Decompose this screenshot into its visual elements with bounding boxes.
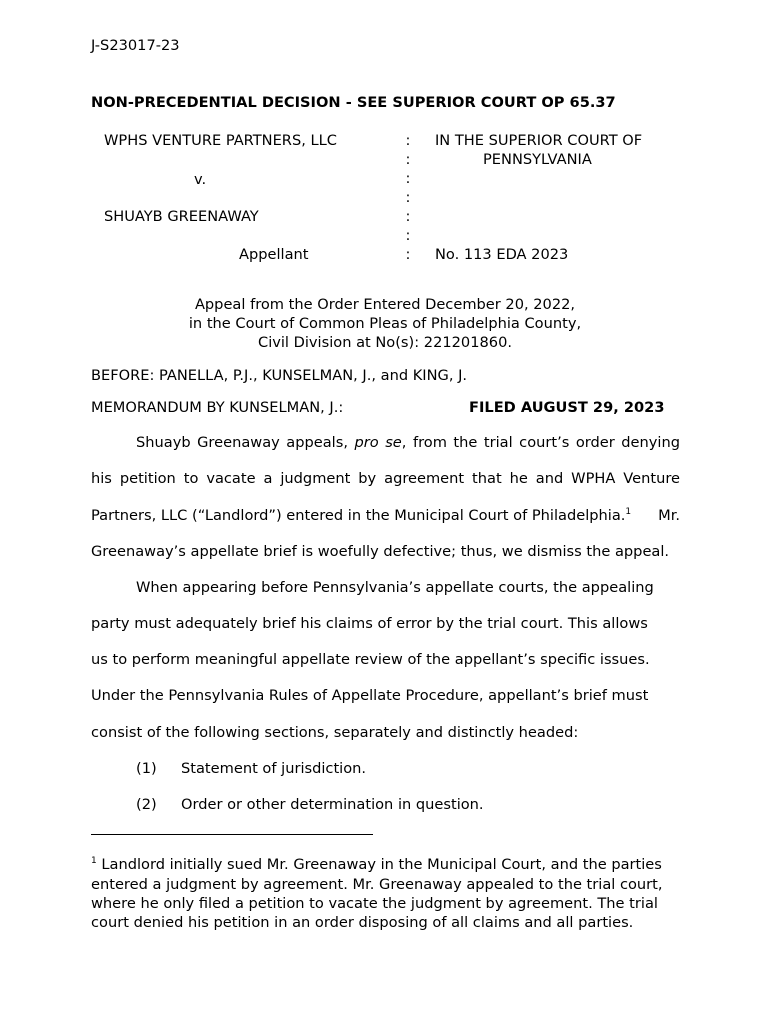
footnote-line: where he only filed a petition to vacate the judgment by agreement. The trial: [91, 895, 658, 912]
appellant-label: Appellant: [239, 246, 309, 263]
list-item-text: Order or other determination in question.: [181, 796, 484, 813]
footnote-number: 1: [91, 856, 97, 866]
appeal-info-line: Appeal from the Order Entered December 20, 2022,: [194, 296, 576, 313]
footnote-marker[interactable]: 1: [625, 507, 632, 517]
caption-colon: :: [405, 170, 411, 187]
defendant-name: SHUAYB GREENAWAY: [104, 208, 259, 225]
body-line: party must adequately brief his claims of error by the trial court. This allows: [91, 615, 648, 632]
italic-text: pro se: [354, 434, 402, 451]
versus-label: v.: [194, 171, 207, 188]
caption-colon: :: [405, 246, 411, 263]
footnote-divider: [91, 834, 373, 835]
court-name-line2: PENNSYLVANIA: [483, 151, 592, 168]
body-line: When appearing before Pennsylvania’s appellate courts, the appealing: [136, 579, 654, 596]
caption-colon: :: [405, 151, 411, 168]
memorandum-author: MEMORANDUM BY KUNSELMAN, J.:: [91, 399, 344, 416]
text-span: Shuayb Greenaway appeals, pro se, from the trial court’s order denying: [136, 434, 680, 451]
appeal-info-line: in the Court of Common Pleas of Philadelphia County,: [188, 315, 582, 332]
panel-judges: BEFORE: PANELLA, P.J., KUNSELMAN, J., and KING, J.: [91, 367, 468, 384]
caption-colon: :: [405, 208, 411, 225]
footnote-line: $^1$ Landlord initially sued Mr. Greenaway in the Municipal Court, and the parties: [91, 856, 662, 873]
body-line: his petition to vacate a judgment by agreement that he and WPHA Venture: [91, 470, 680, 487]
appeal-info-line: Civil Division at No(s): 221201860.: [258, 334, 512, 351]
decision-designation: NON-PRECEDENTIAL DECISION - SEE SUPERIOR COURT OP 65.37: [91, 94, 616, 111]
list-item-number: (2): [136, 796, 157, 813]
body-line: Greenaway’s appellate brief is woefully defective; thus, we dismiss the appeal.: [91, 543, 670, 560]
docket-code: J-S23017-23: [91, 37, 180, 54]
docket-number: No. 113 EDA 2023: [435, 246, 569, 263]
list-item-number: (1): [136, 760, 157, 777]
caption-colon: :: [405, 132, 411, 149]
plaintiff-name: WPHS VENTURE PARTNERS, LLC: [104, 132, 337, 149]
body-line: consist of the following sections, separately and distinctly headed:: [91, 724, 579, 741]
body-line: Partners, LLC (“Landlord”) entered in the Municipal Court of Philadelphia.$^1$ Mr.: [91, 507, 680, 524]
caption-colon: :: [405, 189, 411, 206]
caption-colon: :: [405, 227, 411, 244]
filed-date: FILED AUGUST 29, 2023: [469, 399, 665, 416]
body-line: Under the Pennsylvania Rules of Appellate Procedure, appellant’s brief must: [91, 687, 649, 704]
court-name-line1: IN THE SUPERIOR COURT OF: [435, 132, 643, 149]
list-item-text: Statement of jurisdiction.: [181, 760, 367, 777]
footnote-line: court denied his petition in an order disposing of all claims and all parties.: [91, 914, 634, 931]
footnote-line: entered a judgment by agreement. Mr. Greenaway appealed to the trial court,: [91, 876, 663, 893]
body-line: us to perform meaningful appellate review of the appellant’s specific issues.: [91, 651, 650, 668]
body-line: [136, 434, 680, 451]
